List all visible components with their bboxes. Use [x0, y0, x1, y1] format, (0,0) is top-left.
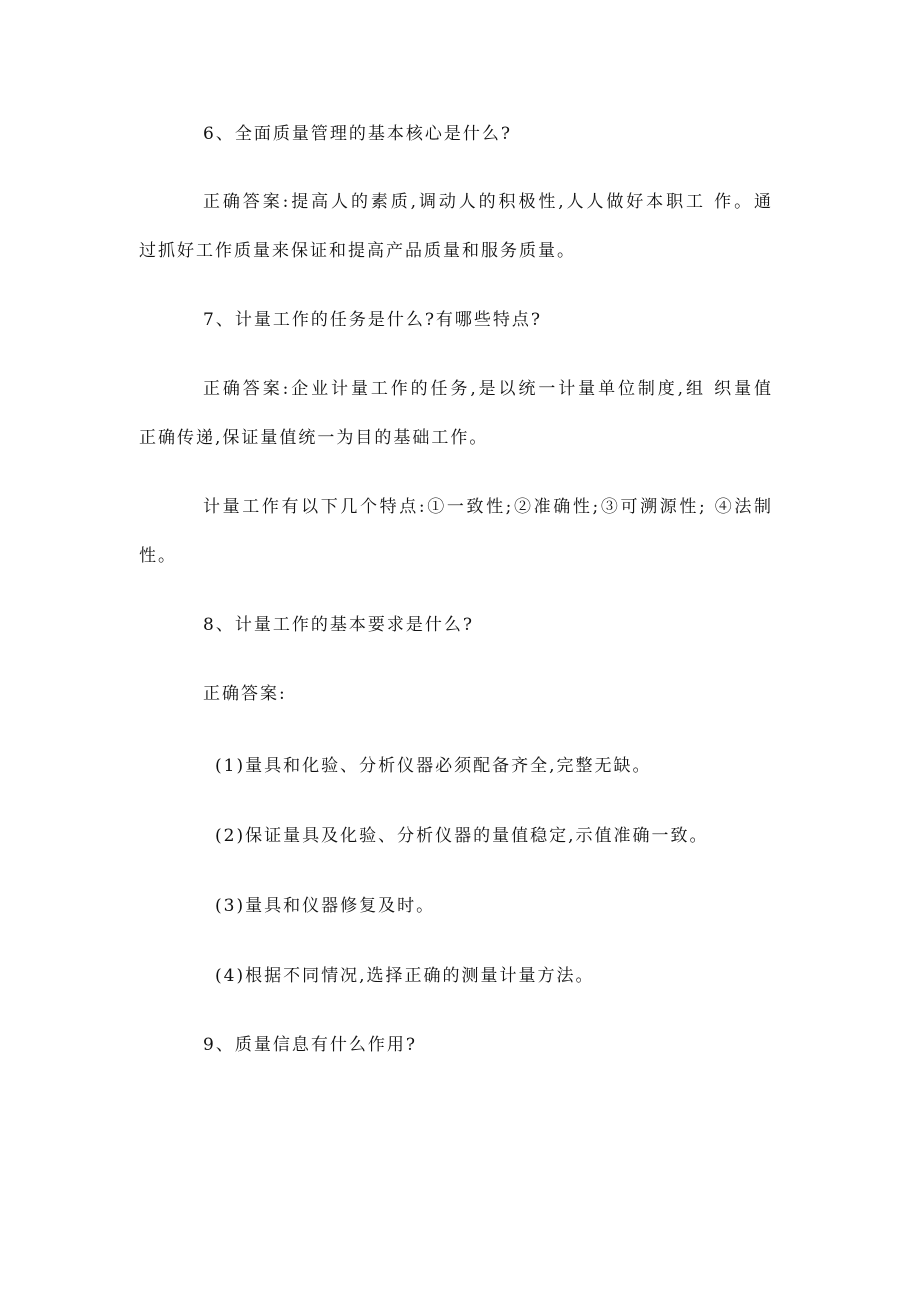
- answer-7-line-2: 正确传递,保证量值统一为目的基础工作。: [139, 428, 489, 448]
- answer-7-line-3: 计量工作有以下几个特点:①一致性;②准确性;③可溯源性; ④法制: [203, 497, 773, 517]
- answer-8-label: 正确答案:: [203, 684, 287, 704]
- answer-7-line-1: 正确答案:企业计量工作的任务,是以统一计量单位制度,组 织量值: [203, 379, 773, 399]
- answer-6-line-1: 正确答案:提高人的素质,调动人的积极性,人人做好本职工 作。通: [203, 192, 773, 212]
- answer-6-line-2: 过抓好工作质量来保证和提高产品质量和服务质量。: [139, 241, 576, 261]
- answer-8-item-2: (2)保证量具及化验、分析仪器的量值稳定,示值准确一致。: [215, 826, 709, 846]
- answer-8-item-4: (4)根据不同情况,选择正确的测量计量方法。: [215, 966, 595, 986]
- answer-7-line-4: 性。: [139, 546, 177, 566]
- question-7: 7、计量工作的任务是什么?有哪些特点?: [203, 310, 543, 330]
- question-9: 9、质量信息有什么作用?: [203, 1035, 417, 1055]
- question-6: 6、全面质量管理的基本核心是什么?: [203, 124, 512, 144]
- answer-8-item-3: (3)量具和仪器修复及时。: [215, 896, 436, 916]
- answer-8-item-1: (1)量具和化验、分析仪器必须配备齐全,完整无缺。: [215, 756, 652, 776]
- question-8: 8、计量工作的基本要求是什么?: [203, 615, 474, 635]
